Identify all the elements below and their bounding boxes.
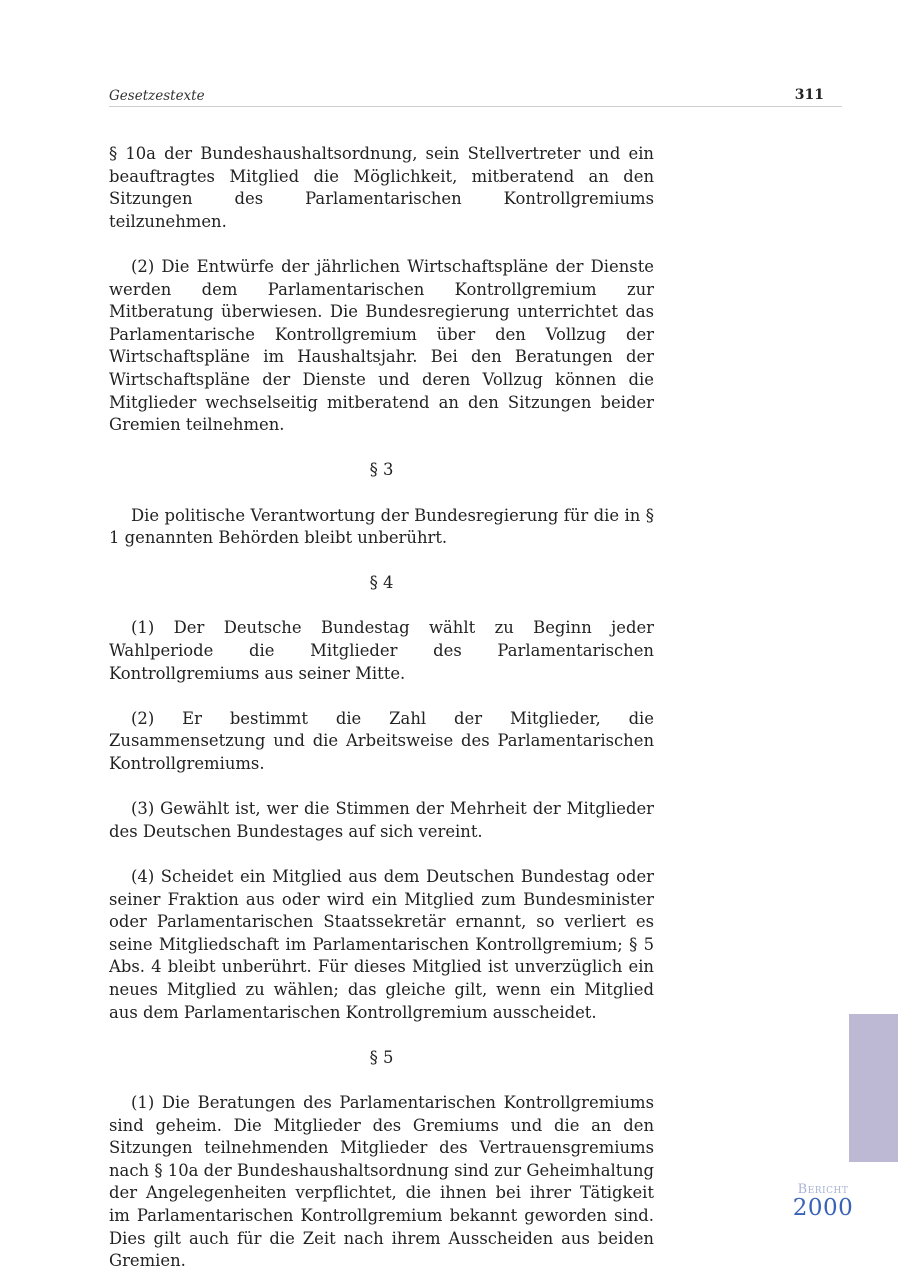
paragraph-4-3: (3) Gewählt ist, wer die Stimmen der Mehrheit der Mitglieder des Deutschen Bundestages auf sich vereint. bbox=[109, 799, 654, 841]
logo-word: Bericht bbox=[797, 1182, 849, 1197]
logo-year: 2000 bbox=[792, 1195, 854, 1221]
page-number: 311 bbox=[794, 87, 824, 103]
paragraph-4-1: (1) Der Deutsche Bundestag wählt zu Beginn jeder Wahlperiode die Mitglieder des Parlamentarischen Kontrollgremiums aus seiner Mitte. bbox=[109, 618, 654, 683]
paragraph-4-2: (2) Er bestimmt die Zahl der Mitglieder, die Zusammensetzung und die Arbeitsweise des Parlamentarischen Kontrollgremiums. bbox=[109, 708, 654, 774]
paragraph-2-2: (2) Die Entwürfe der jährlichen Wirtschaftspläne der Dienste werden dem Parlamentarischen Kontrollgremium zur Mitberatung überwiesen. Die Bundesregierung unterrichtet das Parlamentarische Kontrollgremium über den Vollzug der Wirtschaftspläne im Haushaltsjahr. Bei den Beratungen der Wirtschaftspläne der Dienste und deren Vollzug können die Mitglieder wechselseitig mitberatend an den Sitzungen beider Gremien teilnehmen. bbox=[109, 256, 654, 435]
running-header bbox=[109, 86, 842, 107]
side-tab bbox=[849, 1014, 898, 1162]
paragraph-3: Die politische Verantwortung der Bundesregierung für die in § 1 genannten Behörden bleibt unberührt. bbox=[109, 505, 654, 548]
paragraph-4-4: (4) Scheidet ein Mitglied aus dem Deutschen Bundestag oder seiner Fraktion aus oder wird ein Mitglied zum Bundesminister oder Parlamentarischen Staatssekretär ernannt, so verliert es seine Mitgliedschaft im Parlamentarischen Kontrollgremium; § 5 Abs. 4 bleibt unberührt. Für dieses Mitglied ist unverzüglich ein neues Mitglied zu wählen; das gleiche gilt, wenn ein Mitglied aus dem Parlamentarischen Kontrollgremium ausscheidet. bbox=[109, 867, 654, 1022]
section-heading-5: § 5 bbox=[369, 1047, 394, 1067]
section-heading-4: § 4 bbox=[369, 573, 394, 593]
paragraph-continuation: § 10a der Bundeshaushaltsordnung, sein Stellvertreter und ein beauftragtes Mitglied die Möglichkeit, mitberatend an den Sitzungen des Parlamentarischen Kontrollgremiums teilzunehmen. bbox=[109, 144, 654, 231]
bericht-2000-logo bbox=[788, 1183, 858, 1219]
section-title: Gesetzestexte bbox=[109, 88, 205, 104]
paragraph-5-1: (1) Die Beratungen des Parlamentarischen Kontrollgremiums sind geheim. Die Mitglieder des Gremiums und die an den Sitzungen teilnehmenden Mitglieder des Vertrauensgremiums nach § 10a der Bundeshaushaltsordnung sind zur Geheimhaltung der Angelegenheiten verpflichtet, die ihnen bei ihrer Tätigkeit im Parlamentarischen Kontrollgremium bekannt geworden sind. Dies gilt auch für die Zeit nach ihrem Ausscheiden aus beiden Gremien. bbox=[109, 1092, 654, 1271]
section-heading-3: § 3 bbox=[369, 460, 394, 480]
document-body bbox=[109, 143, 654, 1273]
